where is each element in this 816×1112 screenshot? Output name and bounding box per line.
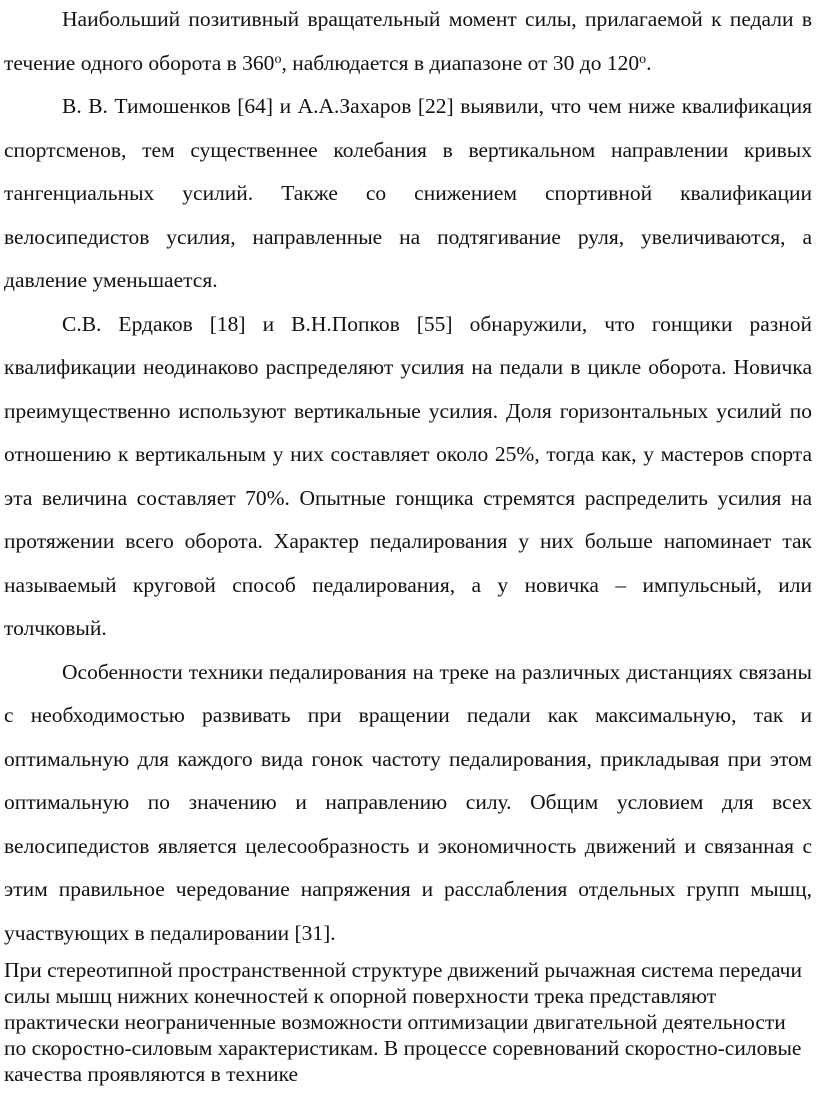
degree-mark-120: о xyxy=(639,51,647,67)
paragraph-stereotypic-structure: При стереотипной пространственной структуре движений рычажная система передачи силы мышц нижних конечностей к опорной поверхности трека представляют практически неограниченные возможности оптимизации двигательной деятельности по скоростно-силовым характеристикам. В процессе соревнований скоростно-силовые качества проявляются в технике xyxy=(4,958,802,1086)
paragraph-timoshenkov-zakharov: В. В. Тимошенков [64] и А.А.Захаров [22] выявили, что чем ниже квалификация спортсменов, тем существеннее колебания в вертикальном направлении кривых тангенциальных усилий. Также со снижением спортивной квалификации велосипедистов усилия, направленные на подтягивание руля, увеличиваются, а давление уменьшается. xyxy=(4,94,812,292)
paragraph-pedal-torque xyxy=(4,0,812,85)
degree-mark-360: о xyxy=(274,51,282,67)
paragraph-pedal-torque-text-middle: , наблюдается в диапазоне от 30 до 120 xyxy=(281,50,640,75)
paragraph-track-technique: Особенности техники педалирования на треке на различных дистанциях связаны с необходимостью развивать при вращении педали как максимальную, так и оптимальную для каждого вида гонок частоту педалирования, прикладывая при этом оптимальную по значению и направлению силу. Общим условием для всех велосипедистов является целесообразность и экономичность движений и связанная с этим правильное чередование напряжения и расслабления отдельных групп мышц, участвующих в педалировании [31]. xyxy=(4,659,812,945)
paragraph-pedal-torque-text-end: . xyxy=(646,50,652,75)
paragraph-pedal-torque-text-start: Наибольший позитивный вращательный момент силы, прилагаемой к педали в течение одного оборота в 360 xyxy=(4,7,812,75)
paragraph-erdakov-popkov: С.В. Ердаков [18] и В.Н.Попков [55] обнаружили, что гонщики разной квалификации неодинаково распределяют усилия на педали в цикле оборота. Новичка преимущественно используют вертикальные усилия. Доля горизонтальных усилий по отношению к вертикальным у них составляет около 25%, тогда как, у мастеров спорта эта величина составляет 70%. Опытные гонщика стремятся распределить усилия на протяжении всего оборота. Характер педалирования у них больше напоминает так называемый круговой способ педалирования, а у новичка – импульсный, или толчковый. xyxy=(4,311,812,640)
